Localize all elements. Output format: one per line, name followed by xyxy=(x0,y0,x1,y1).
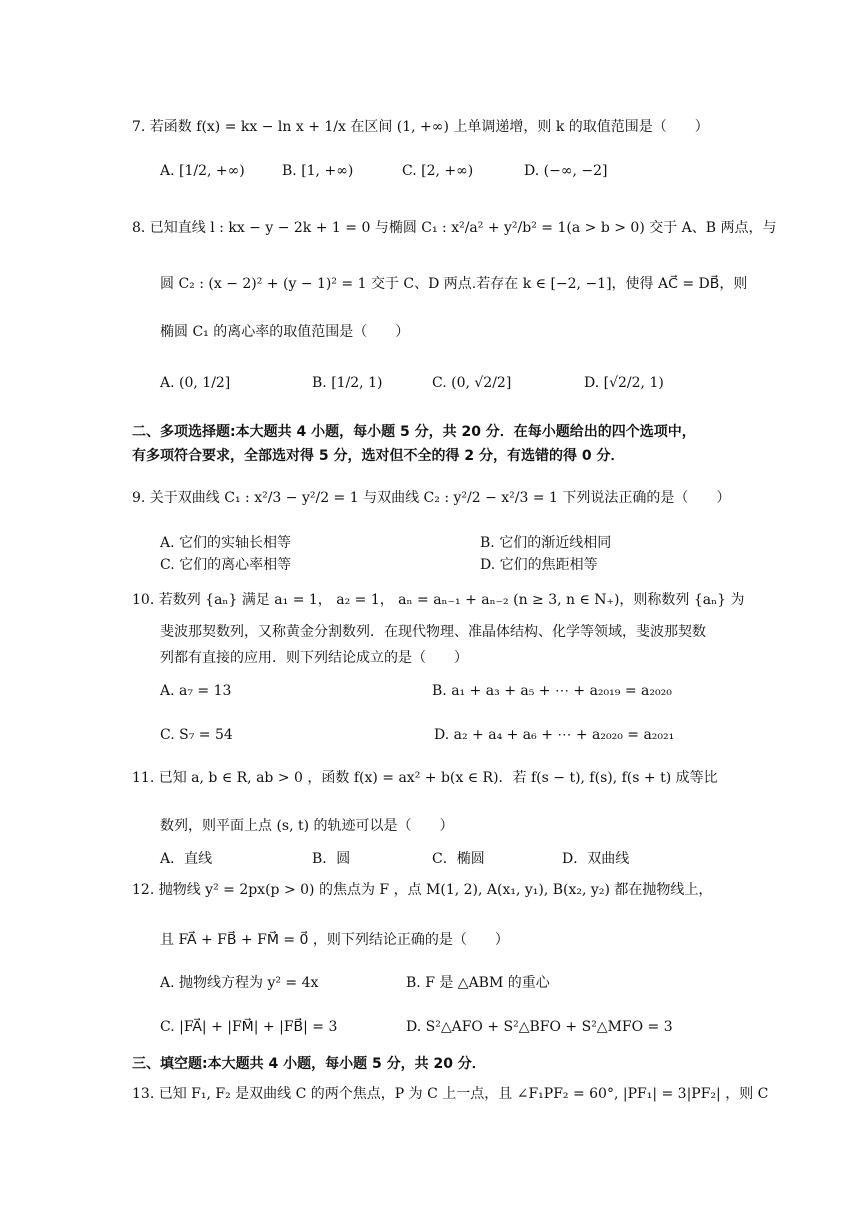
q9-option-a: A. 它们的实轴长相等 xyxy=(160,535,292,551)
q12-line-1: 12. 抛物线 y² = 2px(p > 0) 的焦点为 F ，点 M(1, 2), A(x₁, y₁), B(x₂, y₂) 都在抛物线上， xyxy=(132,882,713,898)
section-3-heading: 三、填空题:本大题共 4 小题，每小题 5 分，共 20 分． xyxy=(132,1056,486,1072)
q12-option-d: D. S²△AFO + S²△BFO + S²△MFO = 3 xyxy=(406,1019,673,1035)
q13-line-1: 13. 已知 F₁, F₂ 是双曲线 C 的两个焦点，P 为 C 上一点，且 ∠F₁PF₂ = 60°, |PF₁| = 3|PF₂| ，则 C xyxy=(132,1086,769,1102)
q8-line-1: 8. 已知直线 l : kx − y − 2k + 1 = 0 与椭圆 C₁ : x²/a² + y²/b² = 1(a > b > 0) 交于 A、B 两点，与 xyxy=(132,220,777,236)
q11-option-a: A．直线 xyxy=(160,851,213,867)
q7-option-d: D. (−∞, −2] xyxy=(524,163,608,179)
q7-option-a: A. [1/2, +∞) xyxy=(160,163,245,179)
q9-option-c: C. 它们的离心率相等 xyxy=(160,557,292,573)
q10-option-d: D. a₂ + a₄ + a₆ + ⋯ + a₂₀₂₀ = a₂₀₂₁ xyxy=(434,727,675,743)
q8-line-2: 圆 C₂ : (x − 2)² + (y − 1)² = 1 交于 C、D 两点.若存在 k ∈ [−2, −1]，使得 AC⃗ = DB⃗，则 xyxy=(160,276,748,292)
q12-option-a: A. 抛物线方程为 y² = 4x xyxy=(160,975,319,991)
q11-option-d: D．双曲线 xyxy=(562,851,630,867)
q12-line-2: 且 FA⃗ + FB⃗ + FM⃗ = 0⃗ ，则下列结论正确的是（ ） xyxy=(160,932,509,948)
q8-option-c: C. (0, √2/2] xyxy=(432,375,512,391)
q10-option-b: B. a₁ + a₃ + a₅ + ⋯ + a₂₀₁₉ = a₂₀₂₀ xyxy=(432,683,672,699)
q8-line-3: 椭圆 C₁ 的离心率的取值范围是（ ） xyxy=(160,324,410,340)
q10-option-c: C. S₇ = 54 xyxy=(160,727,233,743)
q9-stem: 9. 关于双曲线 C₁ : x²/3 − y²/2 = 1 与双曲线 C₂ : y²/2 − x²/3 = 1 下列说法正确的是（ ） xyxy=(132,490,731,506)
q8-option-a: A. (0, 1/2] xyxy=(160,375,231,391)
q12-option-b: B. F 是 △ABM 的重心 xyxy=(406,975,550,991)
q9-option-d: D. 它们的焦距相等 xyxy=(480,557,598,573)
q8-option-d: D. [√2/2, 1) xyxy=(584,375,664,391)
q8-option-b: B. [1/2, 1) xyxy=(312,375,383,391)
q11-option-b: B．圆 xyxy=(312,851,351,867)
q11-line-2: 数列，则平面上点 (s, t) 的轨迹可以是（ ） xyxy=(160,818,454,834)
q10-option-a: A. a₇ = 13 xyxy=(160,683,232,699)
q7-stem: 7. 若函数 f(x) = kx − ln x + 1/x 在区间 (1, +∞) 上单调递增，则 k 的取值范围是（ ） xyxy=(132,119,709,135)
q10-line-1: 10. 若数列 {aₙ} 满足 a₁ = 1， a₂ = 1， aₙ = aₙ₋₁ + aₙ₋₂ (n ≥ 3, n ∈ N₊)，则称数列 {aₙ} 为 xyxy=(132,592,745,608)
q7-option-c: C. [2, +∞) xyxy=(402,163,474,179)
section-2-heading-line-2: 有多项符合要求，全部选对得 5 分，选对但不全的得 2 分，有选错的得 0 分． xyxy=(132,448,625,464)
q9-option-b: B. 它们的渐近线相同 xyxy=(480,535,612,551)
q11-line-1: 11. 已知 a, b ∈ R, ab > 0 ，函数 f(x) = ax² + b(x ∈ R)．若 f(s − t), f(s), f(s + t) 成等比 xyxy=(132,770,718,786)
q10-line-2: 斐波那契数列，又称黄金分割数列．在现代物理、准晶体结构、化学等领域，斐波那契数 xyxy=(160,624,706,640)
section-2-heading-line-1: 二、多项选择题:本大题共 4 小题，每小题 5 分，共 20 分．在每小题给出的四个选项中， xyxy=(132,424,696,440)
q11-option-c: C．椭圆 xyxy=(432,851,485,867)
q12-option-c: C. |FA⃗| + |FM⃗| + |FB⃗| = 3 xyxy=(160,1019,338,1035)
q10-line-3: 列都有直接的应用．则下列结论成立的是（ ） xyxy=(160,650,468,666)
q7-option-b: B. [1, +∞) xyxy=(282,163,354,179)
